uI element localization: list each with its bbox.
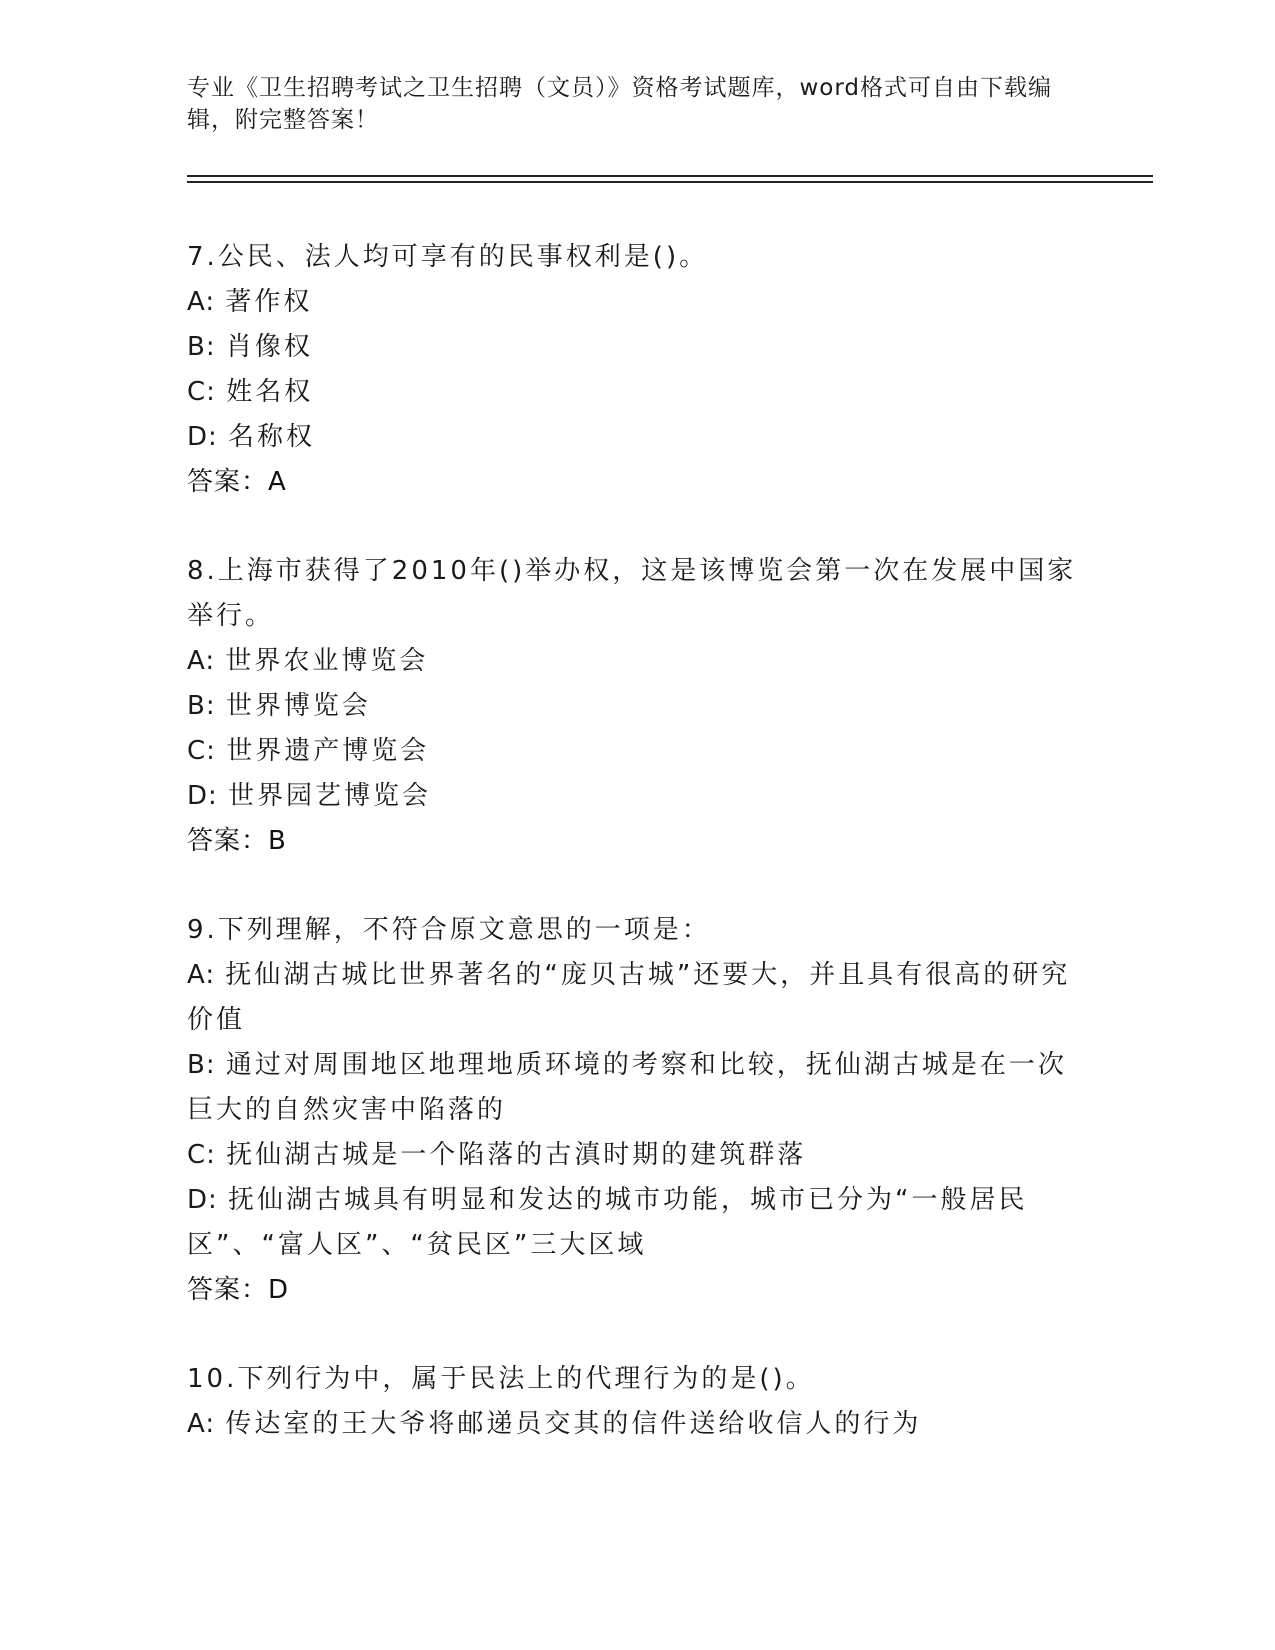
option-a <box>187 1402 1087 1447</box>
option-letter: A: <box>187 287 216 317</box>
option-letter: B: <box>187 691 216 721</box>
option-text: 姓名权 <box>226 377 314 407</box>
option-letter: C: <box>187 377 216 407</box>
option-letter: C: <box>187 1140 216 1170</box>
option-d <box>187 774 1087 819</box>
option-text: 世界园艺博览会 <box>228 781 432 811</box>
question-list <box>187 235 1087 1491</box>
option-text: 世界博览会 <box>225 691 371 721</box>
question-10 <box>187 1357 1087 1447</box>
question-9 <box>187 908 1087 1313</box>
option-letter: A: <box>187 646 216 676</box>
option-text: 抚仙湖古城具有明显和发达的城市功能，城市已分为“一般居民区”、“富人区”、“贫民区”三大区域 <box>187 1185 1028 1260</box>
document-header <box>187 72 1067 136</box>
header-divider-bottom <box>187 181 1153 183</box>
question-stem: 7.公民、法人均可享有的民事权利是()。 <box>187 242 709 272</box>
answer-line: 答案：A <box>187 467 287 497</box>
option-text: 肖像权 <box>225 332 313 362</box>
option-b <box>187 684 1087 729</box>
option-d <box>187 1178 1087 1268</box>
question-stem: 10.下列行为中，属于民法上的代理行为的是()。 <box>187 1364 815 1394</box>
option-text: 名称权 <box>228 422 316 452</box>
option-c <box>187 729 1087 774</box>
header-divider-top <box>187 175 1153 177</box>
option-letter: B: <box>187 1050 216 1080</box>
option-c <box>187 370 1087 415</box>
option-a <box>187 953 1087 1043</box>
option-letter: A: <box>187 960 216 990</box>
question-8 <box>187 549 1087 864</box>
option-letter: A: <box>187 1409 216 1439</box>
option-a <box>187 639 1087 684</box>
option-text: 传达室的王大爷将邮递员交其的信件送给收信人的行为 <box>225 1409 922 1439</box>
header-text: 专业《卫生招聘考试之卫生招聘（文员）》资格考试题库，word格式可自由下载编辑，附完整答案！ <box>187 75 1053 133</box>
question-stem: 8.上海市获得了2010年()举办权，这是该博览会第一次在发展中国家举行。 <box>187 556 1077 631</box>
option-text: 著作权 <box>225 287 313 317</box>
option-text: 抚仙湖古城是一个陷落的古滇时期的建筑群落 <box>226 1140 807 1170</box>
option-text: 通过对周围地区地理地质环境的考察和比较，抚仙湖古城是在一次巨大的自然灾害中陷落的 <box>187 1050 1067 1125</box>
option-letter: D: <box>187 422 218 452</box>
option-letter: D: <box>187 1185 218 1215</box>
question-stem: 9.下列理解，不符合原文意思的一项是： <box>187 915 711 945</box>
option-letter: B: <box>187 332 216 362</box>
answer-line: 答案：D <box>187 1275 290 1305</box>
option-d <box>187 415 1087 460</box>
option-letter: C: <box>187 736 216 766</box>
option-letter: D: <box>187 781 218 811</box>
question-7 <box>187 235 1087 505</box>
option-text: 世界农业博览会 <box>225 646 429 676</box>
option-c <box>187 1133 1087 1178</box>
option-b <box>187 1043 1087 1133</box>
option-text: 抚仙湖古城比世界著名的“庞贝古城”还要大，并且具有很高的研究价值 <box>187 960 1071 1035</box>
option-b <box>187 325 1087 370</box>
option-text: 世界遗产博览会 <box>226 736 430 766</box>
answer-line: 答案：B <box>187 826 287 856</box>
option-a <box>187 280 1087 325</box>
